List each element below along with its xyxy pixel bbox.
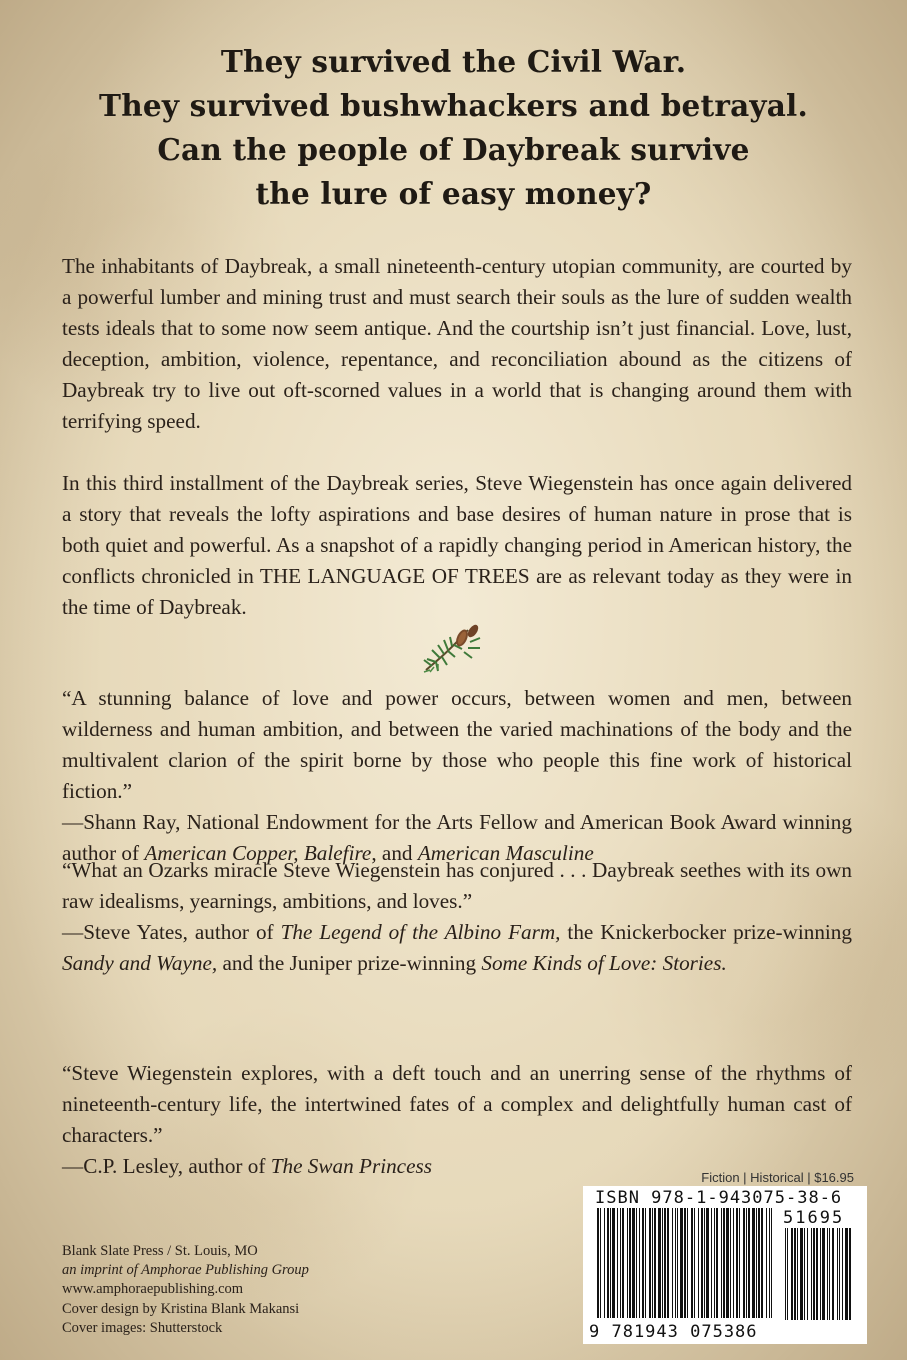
publisher-line: Blank Slate Press / St. Louis, MO xyxy=(62,1243,258,1259)
imprint-block xyxy=(62,1242,362,1338)
barcode-bar xyxy=(730,1208,731,1318)
barcode-bar xyxy=(797,1228,798,1320)
quote-text: “What an Ozarks miracle Steve Wiegenstein has conjured . . . Daybreak seethes with its own raw idealisms, yearnings, ambitions, and loves.” xyxy=(62,858,852,913)
barcode-bar xyxy=(787,1228,788,1320)
blurb-paragraph-1 xyxy=(62,251,852,437)
barcode-bar xyxy=(813,1228,815,1320)
barcode-bar xyxy=(694,1208,695,1318)
isbn-barcode xyxy=(583,1186,867,1344)
blurb-paragraph-2 xyxy=(62,468,852,623)
barcode-bar xyxy=(849,1228,851,1320)
barcode-bar xyxy=(675,1208,676,1318)
barcode-bar xyxy=(617,1208,618,1318)
barcode-bar xyxy=(662,1208,663,1318)
barcode-bar xyxy=(845,1228,848,1320)
attribution-text: —Shann Ray, National Endowment for the Arts Fellow and American Book Award winning author of xyxy=(62,810,852,865)
barcode-bar xyxy=(701,1208,703,1318)
barcode-bar xyxy=(687,1208,688,1318)
barcode-bar xyxy=(723,1208,725,1318)
barcode-bar xyxy=(829,1228,830,1320)
barcode-bar xyxy=(652,1208,653,1318)
barcode-bar xyxy=(743,1208,745,1318)
barcode-bar xyxy=(620,1208,621,1318)
barcode-bar xyxy=(816,1228,818,1320)
barcode-bar xyxy=(791,1228,793,1320)
headline-line: Can the people of Daybreak survive xyxy=(157,132,750,167)
barcode-bar xyxy=(832,1228,834,1320)
barcode-bars xyxy=(595,1208,855,1322)
attribution-text: —C.P. Lesley, author of xyxy=(62,1154,271,1178)
barcode-bar xyxy=(684,1208,686,1318)
barcode-bar xyxy=(807,1228,808,1320)
separator: , and xyxy=(371,841,418,865)
blurb-text: In this third installment of the Daybreak series, Steve Wiegenstein has once again delivered a story that reveals the lofty aspirations and base desires of human nature in prose that is both quiet and powerful. As a snapshot of a rapidly changing period in American history, the conflicts chronicled in THE LANGUAGE OF TREES are as relevant today as they were in the time of Daybreak. xyxy=(62,471,852,619)
book-title: American Copper, xyxy=(144,841,299,865)
barcode-bar xyxy=(769,1208,770,1318)
barcode-bar xyxy=(639,1208,640,1318)
barcode-bar xyxy=(811,1228,812,1320)
barcode-bar xyxy=(820,1228,821,1320)
price-code: 51695 xyxy=(783,1208,845,1228)
barcode-bar xyxy=(758,1208,760,1318)
pine-branch-icon xyxy=(418,620,488,676)
book-title: The Legend of the Albino Farm, xyxy=(280,920,561,944)
barcode-bar xyxy=(746,1208,747,1318)
book-title: American Masculine xyxy=(417,841,594,865)
barcode-bar xyxy=(597,1208,599,1318)
category-price: Fiction | Historical | $16.95 xyxy=(701,1170,854,1185)
barcode-bar xyxy=(698,1208,699,1318)
barcode-bar xyxy=(716,1208,718,1318)
barcode-bar xyxy=(645,1208,646,1318)
barcode-bar xyxy=(649,1208,651,1318)
barcode-bar xyxy=(711,1208,712,1318)
barcode-bar xyxy=(794,1228,796,1320)
quote-2 xyxy=(62,855,852,979)
barcode-bar xyxy=(739,1208,740,1318)
cover-images-line: Cover images: Shutterstock xyxy=(62,1319,223,1336)
attribution-text: the Knickerbocker prize-winning xyxy=(560,920,852,944)
barcode-bar xyxy=(804,1228,805,1320)
isbn-label: ISBN 978-1-943075-38-6 xyxy=(595,1188,843,1208)
barcode-bar xyxy=(672,1208,673,1318)
barcode-bar xyxy=(752,1208,755,1318)
quote-attribution xyxy=(62,917,852,979)
barcode-bar xyxy=(766,1208,767,1318)
website-line: www.amphoraepublishing.com xyxy=(62,1281,244,1298)
headline-line: the lure of easy money? xyxy=(255,176,652,211)
attribution-text: —Steve Yates, author of xyxy=(62,920,281,944)
barcode-bar xyxy=(704,1208,705,1318)
barcode-bar xyxy=(736,1208,738,1318)
barcode-bar xyxy=(733,1208,734,1318)
barcode-bar xyxy=(837,1228,838,1320)
barcode-bar xyxy=(706,1208,709,1318)
book-title: Balefire xyxy=(303,841,372,865)
headline-line: They survived the Civil War. xyxy=(220,44,687,79)
barcode-bar xyxy=(610,1208,611,1318)
barcode-bar xyxy=(677,1208,678,1318)
imprint-of-line: an imprint of Amphorae Publishing Group xyxy=(62,1262,309,1279)
headline-line: They survived bushwhackers and betrayal. xyxy=(99,88,808,123)
barcode-bar xyxy=(627,1208,628,1318)
barcode-bar xyxy=(827,1228,828,1320)
barcode-bar xyxy=(721,1208,722,1318)
barcode-bar xyxy=(654,1208,656,1318)
barcode-bar xyxy=(612,1208,615,1318)
barcode-bar xyxy=(756,1208,757,1318)
barcode-bar xyxy=(691,1208,693,1318)
barcode-bar xyxy=(600,1208,601,1318)
ean-number: 9 781943 075386 xyxy=(589,1322,758,1342)
barcode-bar xyxy=(667,1208,669,1318)
barcode-bar xyxy=(726,1208,729,1318)
barcode-bar xyxy=(604,1208,605,1318)
barcode-bar xyxy=(629,1208,631,1318)
barcode-bar xyxy=(680,1208,683,1318)
cover-design-line: Cover design by Kristina Blank Makansi xyxy=(62,1300,300,1317)
barcode-bar xyxy=(607,1208,609,1318)
barcode-bar xyxy=(785,1228,786,1320)
barcode-bar xyxy=(771,1208,772,1318)
book-title: Some Kinds of Love: Stories. xyxy=(481,951,727,975)
quote-1 xyxy=(62,683,852,869)
barcode-bar xyxy=(714,1208,715,1318)
barcode-bar xyxy=(842,1228,843,1320)
barcode-bar xyxy=(748,1208,750,1318)
barcode-bar xyxy=(800,1228,803,1320)
quote-3 xyxy=(62,1058,852,1182)
barcode-bar xyxy=(642,1208,644,1318)
barcode-bar xyxy=(761,1208,763,1318)
headline xyxy=(0,40,907,216)
barcode-bar xyxy=(664,1208,666,1318)
barcode-bar xyxy=(658,1208,661,1318)
book-title: The Swan Princess xyxy=(270,1154,432,1178)
barcode-bar xyxy=(822,1228,825,1320)
quote-text: “A stunning balance of love and power occurs, between women and men, between wilderness and human ambition, and between the varied machinations of the body and the multivalent clarion of the spirit borne by those who people this fine work of historical fiction.” xyxy=(62,686,852,803)
quote-text: “Steve Wiegenstein explores, with a deft touch and an unerring sense of the rhythms of nineteenth-century life, the intertwined fates of a complex and delightfully human cast of characters.” xyxy=(62,1061,852,1147)
barcode-bar xyxy=(632,1208,635,1318)
blurb-text: The inhabitants of Daybreak, a small nineteenth-century utopian community, are courted by a powerful lumber and mining trust and must search their souls as the lure of sudden wealth tests ideals that to some now seem antique. And the courtship isn’t just financial. Love, lust, deception, ambition, violence, repentance, and reconciliation abound as the citizens of Daybreak try to live out oft-scorned values in a world that is changing around them with terrifying speed. xyxy=(62,254,852,433)
barcode-bar xyxy=(622,1208,624,1318)
book-title: Sandy and Wayne, xyxy=(62,951,218,975)
barcode-bar xyxy=(839,1228,840,1320)
barcode-bar xyxy=(636,1208,637,1318)
attribution-text: and the Juniper prize-winning xyxy=(217,951,482,975)
